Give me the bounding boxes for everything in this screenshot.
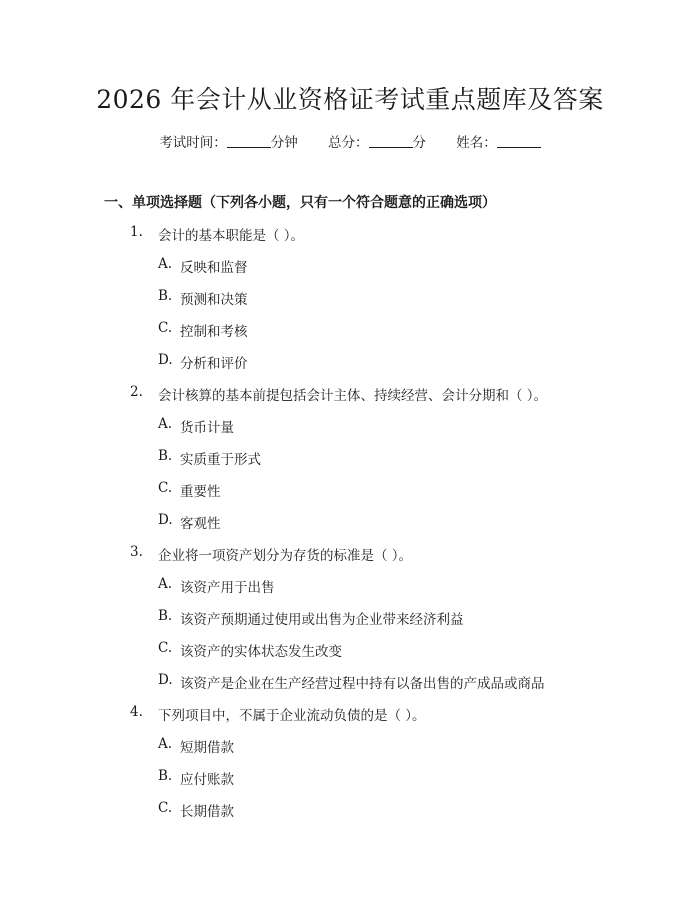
- question-text: 企业将一项资产划分为存货的标准是（ ）。: [158, 548, 413, 564]
- name-blank: [497, 135, 541, 148]
- total-score-blank: [369, 135, 413, 148]
- page-title: 2026 年会计从业资格证考试重点题库及答案: [96, 85, 604, 114]
- option-letter: D.: [158, 352, 173, 368]
- exam-time-unit: 分钟: [270, 135, 298, 151]
- option-text: 预测和决策: [180, 292, 248, 308]
- option-text: 该资产用于出售: [180, 580, 275, 596]
- exam-time-blank: [227, 135, 271, 148]
- option-letter: C.: [158, 480, 173, 496]
- option-text: 该资产的实体状态发生改变: [180, 644, 342, 660]
- exam-time-label: 考试时间：: [159, 135, 227, 151]
- option-text: 客观性: [180, 516, 221, 532]
- option-letter: A.: [158, 416, 173, 432]
- option-text: 该资产是企业在生产经营过程中持有以备出售的产成品或商品: [180, 676, 545, 692]
- option-text: 反映和监督: [180, 260, 248, 276]
- name-field: [456, 131, 541, 151]
- option-letter: D.: [158, 672, 173, 688]
- option-letter: B.: [158, 608, 173, 624]
- total-score-unit: 分: [412, 135, 426, 151]
- option-text: 长期借款: [180, 804, 234, 820]
- option-text: 分析和评价: [180, 356, 248, 372]
- question-text: 会计的基本职能是（ ）。: [158, 228, 305, 244]
- section-heading: 一、单项选择题（下列各小题，只有一个符合题意的正确选项）: [104, 195, 496, 211]
- option-letter: B.: [158, 288, 173, 304]
- exam-time-field: [159, 131, 298, 151]
- option-letter: C.: [158, 800, 173, 816]
- option-letter: B.: [158, 768, 173, 784]
- option-letter: A.: [158, 576, 173, 592]
- question-number: 1.: [130, 224, 143, 240]
- question-number: 4.: [130, 704, 143, 720]
- option-letter: A.: [158, 256, 173, 272]
- option-text: 控制和考核: [180, 324, 248, 340]
- option-letter: C.: [158, 320, 173, 336]
- question-text: 会计核算的基本前提包括会计主体、持续经营、会计分期和（ ）。: [158, 388, 548, 404]
- option-text: 该资产预期通过使用或出售为企业带来经济利益: [180, 612, 464, 628]
- name-label: 姓名：: [456, 135, 497, 151]
- option-letter: D.: [158, 512, 173, 528]
- question-text: 下列项目中，不属于企业流动负债的是（ ）。: [158, 708, 426, 724]
- option-text: 货币计量: [180, 420, 234, 436]
- option-text: 应付账款: [180, 772, 234, 788]
- total-score-label: 总分：: [328, 135, 369, 151]
- option-letter: C.: [158, 640, 173, 656]
- option-letter: B.: [158, 448, 173, 464]
- option-letter: A.: [158, 736, 173, 752]
- exam-meta: [0, 131, 700, 151]
- option-text: 重要性: [180, 484, 221, 500]
- question-number: 2.: [130, 384, 143, 400]
- question-number: 3.: [130, 544, 143, 560]
- option-text: 短期借款: [180, 740, 234, 756]
- total-score-field: [328, 131, 426, 151]
- option-text: 实质重于形式: [180, 452, 261, 468]
